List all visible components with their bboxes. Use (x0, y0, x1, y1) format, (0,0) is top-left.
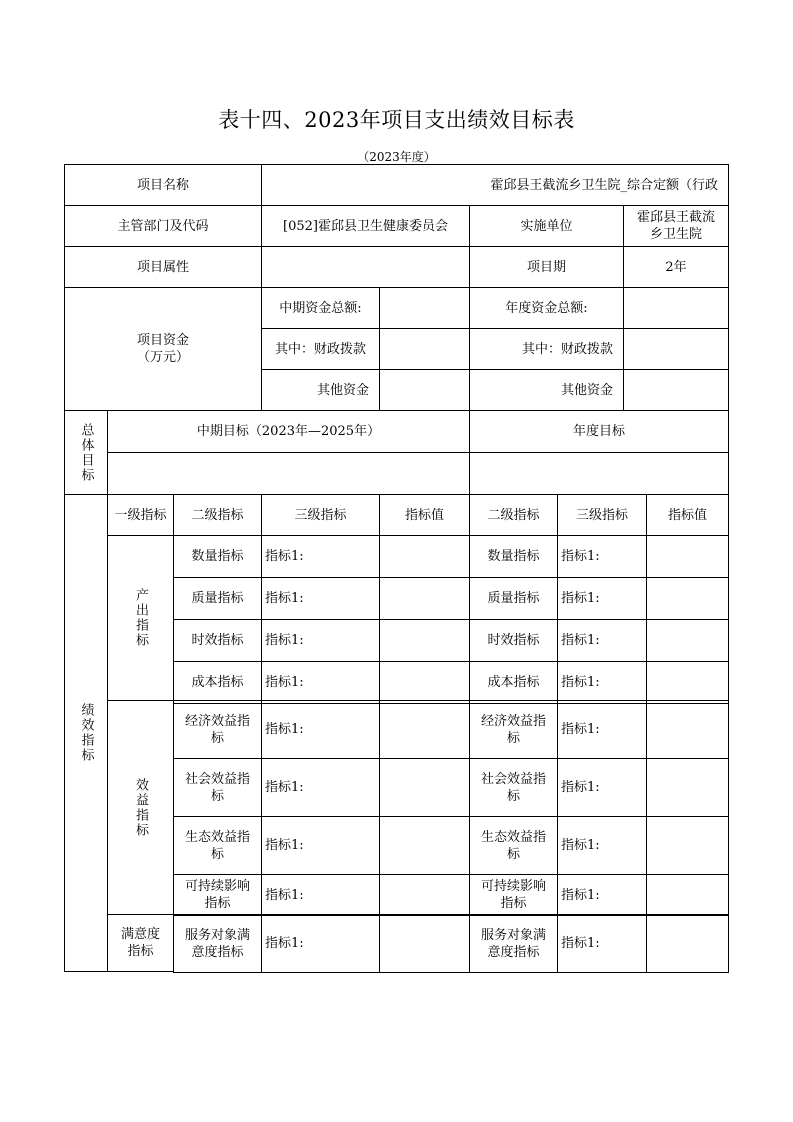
indicators-label: 绩效指标 (64, 494, 108, 972)
output-label: 产出指标 (107, 535, 174, 701)
indicator-value-right (646, 619, 729, 662)
impl-label: 实施单位 (469, 205, 624, 247)
attr-label: 项目属性 (64, 246, 262, 288)
level2-indicator-left: 生态效益指标 (173, 816, 262, 875)
level3-indicator-left: 指标1: (261, 816, 380, 875)
level2-indicator-left: 可持续影响指标 (173, 874, 262, 916)
level2-indicator-left: 社会效益指标 (173, 758, 262, 817)
annual-goal-label: 年度目标 (469, 410, 729, 453)
mid-goal-value (107, 452, 470, 495)
period-label: 项目期 (469, 246, 624, 288)
indicator-value-right (646, 874, 729, 916)
level2-indicator-right: 质量指标 (469, 577, 558, 620)
level3-indicator-right: 指标1: (557, 914, 647, 973)
goals-label: 总体目标 (64, 410, 108, 495)
level2-indicator-left: 经济效益指标 (173, 700, 262, 759)
annual-total-value (623, 287, 729, 329)
level3-header-right: 三级指标 (557, 494, 647, 536)
level3-indicator-right: 指标1: (557, 535, 647, 578)
level2-indicator-right: 成本指标 (469, 661, 558, 704)
level2-header-left: 二级指标 (173, 494, 262, 536)
level3-indicator-right: 指标1: (557, 619, 647, 662)
project-name-label: 项目名称 (64, 164, 262, 206)
level3-indicator-left: 指标1: (261, 577, 380, 620)
indicator-value-right (646, 816, 729, 875)
level3-indicator-left: 指标1: (261, 700, 380, 759)
level3-indicator-left: 指标1: (261, 535, 380, 578)
annual-other-value (623, 369, 729, 411)
indicator-value-left (379, 619, 470, 662)
annual-total-label: 年度资金总额: (469, 287, 624, 329)
level3-indicator-left: 指标1: (261, 758, 380, 817)
performance-target-table (65, 165, 729, 973)
level3-indicator-right: 指标1: (557, 577, 647, 620)
level2-indicator-right: 服务对象满意度指标 (469, 914, 558, 973)
period-value: 2年 (623, 246, 729, 288)
indicator-value-right (646, 535, 729, 578)
indicator-value-right (646, 914, 729, 973)
satisfaction-label: 满意度指标 (107, 914, 174, 972)
project-name-value: 霍邱县王截流乡卫生院_综合定额（行政 (261, 164, 729, 206)
mid-goal-label: 中期目标（2023年—2025年） (107, 410, 470, 453)
indicator-value-left (379, 661, 470, 704)
level2-indicator-right: 经济效益指标 (469, 700, 558, 759)
indicator-value-left (379, 535, 470, 578)
level2-indicator-left: 数量指标 (173, 535, 262, 578)
indicator-value-left (379, 914, 470, 973)
annual-fiscal-value (623, 328, 729, 370)
mid-total-value (379, 287, 470, 329)
mid-fiscal-label: 其中：财政拨款 (261, 328, 380, 370)
impl-value: 霍邱县王截流乡卫生院 (623, 205, 729, 247)
year-label: （2023年度） (357, 150, 436, 164)
level2-indicator-right: 可持续影响指标 (469, 874, 558, 916)
annual-other-label: 其他资金 (469, 369, 624, 411)
value-header-left: 指标值 (379, 494, 470, 536)
indicator-value-left (379, 874, 470, 916)
level2-indicator-right: 社会效益指标 (469, 758, 558, 817)
level2-indicator-left: 成本指标 (173, 661, 262, 704)
benefit-label: 效益指标 (107, 700, 174, 915)
dept-value: [052]霍邱县卫生健康委员会 (261, 205, 470, 247)
indicator-value-left (379, 700, 470, 759)
funds-label: 项目资金（万元） (64, 287, 262, 411)
level1-header: 一级指标 (107, 494, 174, 536)
indicator-value-right (646, 661, 729, 704)
level2-indicator-left: 质量指标 (173, 577, 262, 620)
level2-header-right: 二级指标 (469, 494, 558, 536)
level3-indicator-right: 指标1: (557, 661, 647, 704)
dept-label: 主管部门及代码 (64, 205, 262, 247)
mid-other-value (379, 369, 470, 411)
annual-fiscal-label: 其中：财政拨款 (469, 328, 624, 370)
level3-indicator-left: 指标1: (261, 914, 380, 973)
value-header-right: 指标值 (646, 494, 729, 536)
level2-indicator-right: 生态效益指标 (469, 816, 558, 875)
mid-fiscal-value (379, 328, 470, 370)
level3-indicator-right: 指标1: (557, 816, 647, 875)
level2-indicator-left: 服务对象满意度指标 (173, 914, 262, 973)
page-title: 表十四、2023年项目支出绩效目标表 (218, 108, 575, 132)
indicator-value-right (646, 577, 729, 620)
indicator-value-left (379, 758, 470, 817)
indicator-value-left (379, 816, 470, 875)
mid-other-label: 其他资金 (261, 369, 380, 411)
level2-indicator-right: 数量指标 (469, 535, 558, 578)
level3-indicator-right: 指标1: (557, 758, 647, 817)
level3-indicator-left: 指标1: (261, 661, 380, 704)
level2-indicator-right: 时效指标 (469, 619, 558, 662)
level3-indicator-right: 指标1: (557, 874, 647, 916)
level3-header-left: 三级指标 (261, 494, 380, 536)
level2-indicator-left: 时效指标 (173, 619, 262, 662)
level3-indicator-right: 指标1: (557, 700, 647, 759)
indicator-value-left (379, 577, 470, 620)
level3-indicator-left: 指标1: (261, 874, 380, 916)
level3-indicator-left: 指标1: (261, 619, 380, 662)
mid-total-label: 中期资金总额: (261, 287, 380, 329)
attr-value (261, 246, 470, 288)
annual-goal-value (469, 452, 729, 495)
indicator-value-right (646, 700, 729, 759)
indicator-value-right (646, 758, 729, 817)
